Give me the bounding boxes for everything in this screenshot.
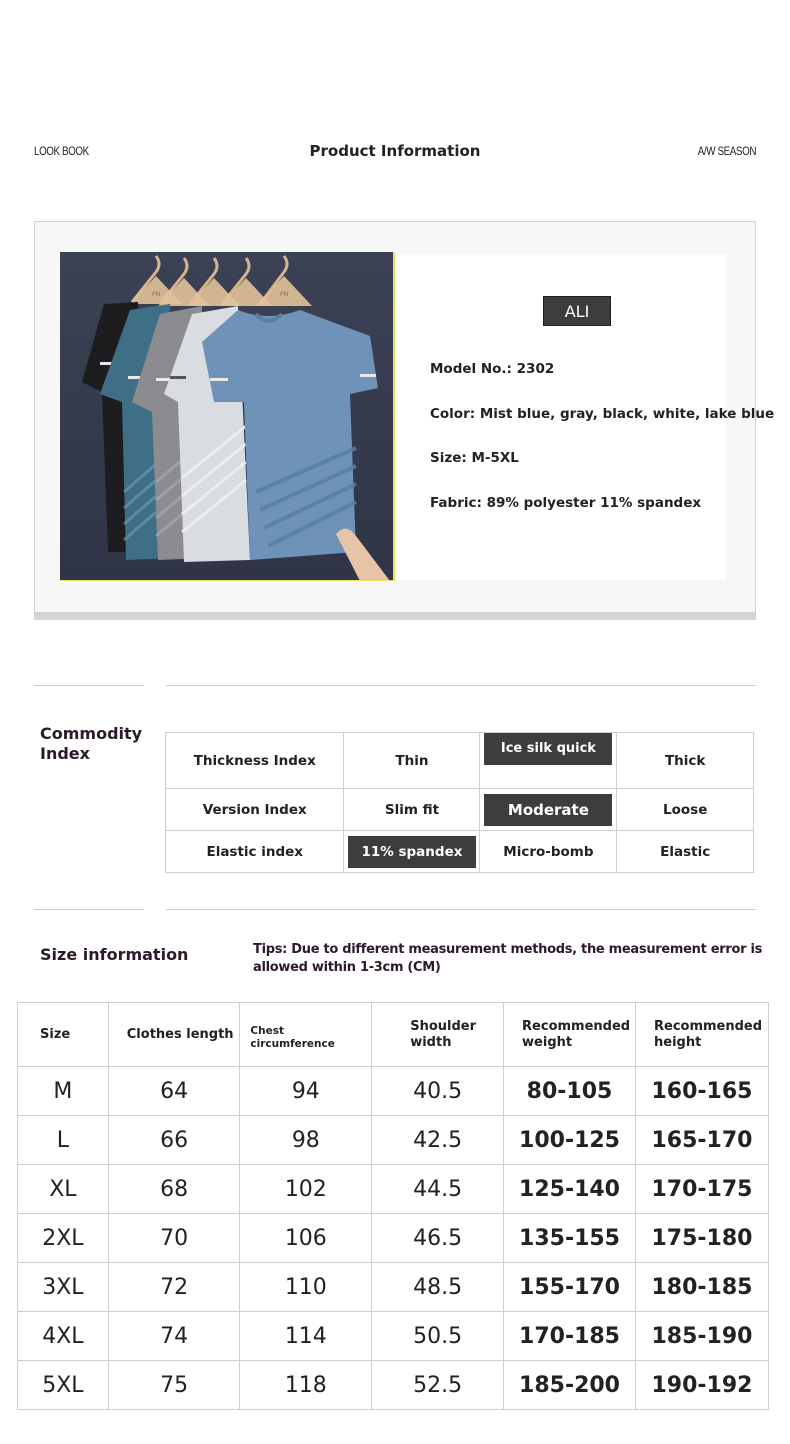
cell-shoulder: 48.5: [372, 1263, 504, 1312]
option: Elastic: [617, 831, 754, 873]
cell-height: 160-165: [636, 1067, 769, 1116]
table-row: [18, 1116, 769, 1165]
divider: [166, 685, 756, 686]
cell-chest: 114: [240, 1312, 372, 1361]
cell-shoulder: 52.5: [372, 1361, 504, 1410]
option: Thick: [617, 733, 754, 789]
table-row: [18, 1067, 769, 1116]
cell-height: 185-190: [636, 1312, 769, 1361]
option-selected: Ice silk quick dry: [484, 733, 612, 765]
cell-height: 170-175: [636, 1165, 769, 1214]
cell-length: 68: [108, 1165, 240, 1214]
cell-height: 175-180: [636, 1214, 769, 1263]
option: Slim fit: [344, 789, 480, 831]
cell-height: 165-170: [636, 1116, 769, 1165]
model-number: Model No.: 2302: [430, 361, 555, 377]
product-sizes: Size: M-5XL: [430, 450, 519, 466]
hanger-label: PN: [152, 291, 161, 298]
cell-length: 72: [108, 1263, 240, 1312]
header-clothes-length: Clothes length: [108, 1003, 240, 1067]
row-label: Elastic index: [166, 831, 344, 873]
cell-shoulder: 40.5: [372, 1067, 504, 1116]
cell-size: XL: [18, 1165, 109, 1214]
option-selected: Moderate: [484, 794, 612, 826]
cell-size: L: [18, 1116, 109, 1165]
cell-shoulder: 46.5: [372, 1214, 504, 1263]
product-colors: Color: Mist blue, gray, black, white, lake blue: [430, 406, 775, 422]
table-row: [18, 1214, 769, 1263]
divider: [34, 685, 144, 686]
brand-badge: ALI: [543, 296, 611, 326]
cell-weight: 100-125: [504, 1116, 636, 1165]
table-row: [18, 1361, 769, 1410]
size-information-title: Size information: [40, 945, 189, 964]
option: Micro-bomb: [480, 831, 617, 873]
header-chest: Chest circumference: [240, 1003, 372, 1067]
cell-size: 2XL: [18, 1214, 109, 1263]
size-chart-table: [17, 1002, 769, 1410]
cell-length: 64: [108, 1067, 240, 1116]
cell-length: 74: [108, 1312, 240, 1361]
divider: [166, 909, 756, 910]
table-row: [18, 1165, 769, 1214]
cell-height: 180-185: [636, 1263, 769, 1312]
measurement-tips: Tips: Due to different measurement methods, the measurement error is allowed within 1-3cm (CM): [253, 942, 763, 975]
tshirts-illustration: [60, 252, 395, 581]
cell-length: 75: [108, 1361, 240, 1410]
season-label: A/W SEASON: [697, 144, 756, 158]
table-row: [166, 733, 754, 789]
cell-weight: 125-140: [504, 1165, 636, 1214]
lookbook-label: LOOK BOOK: [34, 144, 89, 158]
option: Loose: [617, 789, 754, 831]
header-size: Size: [18, 1003, 109, 1067]
header-weight: Recommended weight: [504, 1003, 636, 1067]
header-shoulder: Shoulder width: [372, 1003, 504, 1067]
cell-chest: 98: [240, 1116, 372, 1165]
cell-length: 70: [108, 1214, 240, 1263]
table-row: [18, 1263, 769, 1312]
cell-chest: 102: [240, 1165, 372, 1214]
table-row: [166, 831, 754, 873]
hanger-label: PN: [280, 291, 289, 298]
commodity-index-table: [165, 732, 754, 873]
option: Thin: [344, 733, 480, 789]
cell-shoulder: 42.5: [372, 1116, 504, 1165]
cell-weight: 80-105: [504, 1067, 636, 1116]
cell-size: 4XL: [18, 1312, 109, 1361]
product-photo: [60, 252, 395, 581]
cell-height: 190-192: [636, 1361, 769, 1410]
panel-shadow: [34, 612, 756, 620]
cell-size: M: [18, 1067, 109, 1116]
row-label: Version Index: [166, 789, 344, 831]
cell-chest: 118: [240, 1361, 372, 1410]
cell-weight: 185-200: [504, 1361, 636, 1410]
header-height: Recommended height: [636, 1003, 769, 1067]
cell-weight: 155-170: [504, 1263, 636, 1312]
product-fabric: Fabric: 89% polyester 11% spandex: [430, 495, 702, 511]
cell-shoulder: 44.5: [372, 1165, 504, 1214]
cell-weight: 135-155: [504, 1214, 636, 1263]
table-header-row: [18, 1003, 769, 1067]
row-label: Thickness Index: [166, 733, 344, 789]
cell-length: 66: [108, 1116, 240, 1165]
cell-shoulder: 50.5: [372, 1312, 504, 1361]
cell-chest: 106: [240, 1214, 372, 1263]
page-title: Product Information: [309, 142, 481, 160]
commodity-index-title: Commodity Index: [40, 724, 143, 763]
cell-weight: 170-185: [504, 1312, 636, 1361]
option-selected: 11% spandex: [348, 836, 476, 868]
table-row: [166, 789, 754, 831]
cell-chest: 110: [240, 1263, 372, 1312]
cell-size: 3XL: [18, 1263, 109, 1312]
divider: [34, 909, 144, 910]
cell-size: 5XL: [18, 1361, 109, 1410]
table-row: [18, 1312, 769, 1361]
cell-chest: 94: [240, 1067, 372, 1116]
